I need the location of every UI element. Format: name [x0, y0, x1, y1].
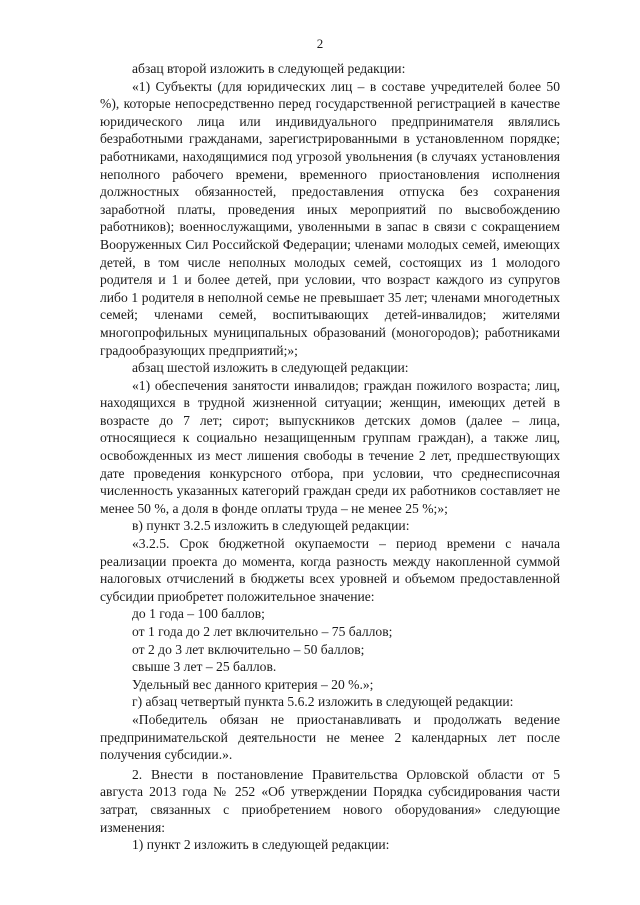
paragraph-point-g: г) абзац четвертый пункта 5.6.2 изложить в следующей редакции: — [132, 694, 514, 710]
page-number: 2 — [316, 36, 324, 51]
list-item-score-75: от 1 года до 2 лет включительно – 75 баллов; — [132, 624, 393, 639]
paragraph-winner-obligation: «Победитель обязан не приостанавливать и продолжать ведение предпринимательской деятельности не менее 2 календарных лет после получения субсидии.». — [100, 711, 560, 763]
document-body — [100, 60, 560, 854]
paragraph-amend-second: абзац второй изложить в следующей редакции: — [132, 61, 406, 76]
list-item-score-25: свыше 3 лет – 25 баллов. — [132, 659, 277, 675]
paragraph-amend-sixth: абзац шестой изложить в следующей редакции: — [132, 360, 409, 376]
paragraph-payback-period: «3.2.5. Срок бюджетной окупаемости – период времени с начала реализации проекта до момента, когда разность между накопленной суммой налоговых отчислений в бюджеты всех уровней и объемом предоставленной субсидии приобретет положительное значение: — [100, 536, 560, 604]
paragraph-criterion-weight: Удельный вес данного критерия – 20 %.»; — [132, 676, 374, 692]
paragraph-point-2: 1) пункт 2 изложить в следующей редакции: — [132, 837, 390, 853]
paragraph-employment: «1) обеспечения занятости инвалидов; граждан пожилого возраста; лиц, находящихся в трудной жизненной ситуации; женщин, имеющих детей в возрасте до 7 лет; сирот; выпускников детских домов (далее – лица, относящиеся к социально незащищенным группам граждан), а также лиц, освобожденных из мест лишения свободы в течение 2 лет, предшествующих дате проведения конкурсного отбора, при условии, что среднесписочная численность указанных категорий граждан среди их работников составляет не менее 50 %, а доля в фонде оплаты труда – не менее 25 %;»; — [100, 377, 560, 516]
paragraph-resolution-252: 2. Внести в постановление Правительства Орловской области от 5 августа 2013 года № 252 «Об утверждении Порядка субсидирования части затрат, связанных с приобретением нового оборудования» следующие изменения: — [100, 766, 560, 835]
list-item-score-100: до 1 года – 100 баллов; — [132, 606, 265, 622]
paragraph-point-v: в) пункт 3.2.5 изложить в следующей редакции: — [132, 518, 410, 534]
list-item-score-50: от 2 до 3 лет включительно – 50 баллов; — [132, 641, 365, 657]
paragraph-subjects: «1) Субъекты (для юридических лиц – в составе учредителей более 50 %), которые непосредственно перед государственной регистрацией в качестве юридического лица или индивидуального предпринимателя являлись безработными гражданами, зарегистрированными в установленном порядке; работниками, находящимися под угрозой увольнения (в случаях установления неполного рабочего времени, временного приостановления исполнения должностных обязанностей, предоставления отпуска без сохранения заработной платы, проведения иных мероприятий по высвобождению работников); военнослужащими, уволенными в запас в связи с сокращением Вооруженных Сил Российской Федерации; членами молодых семей, имеющих детей, в том числе неполных молодых семей, состоящих из 1 молодого родителя и 1 и более детей, при условии, что возраст каждого из супругов либо 1 родителя в неполной семье не превышает 35 лет; членами многодетных семей; членами семей, воспитывающих детей-инвалидов; жителями многопрофильных муниципальных образований (моногородов); работниками градообразующих предприятий;»; — [100, 78, 560, 358]
